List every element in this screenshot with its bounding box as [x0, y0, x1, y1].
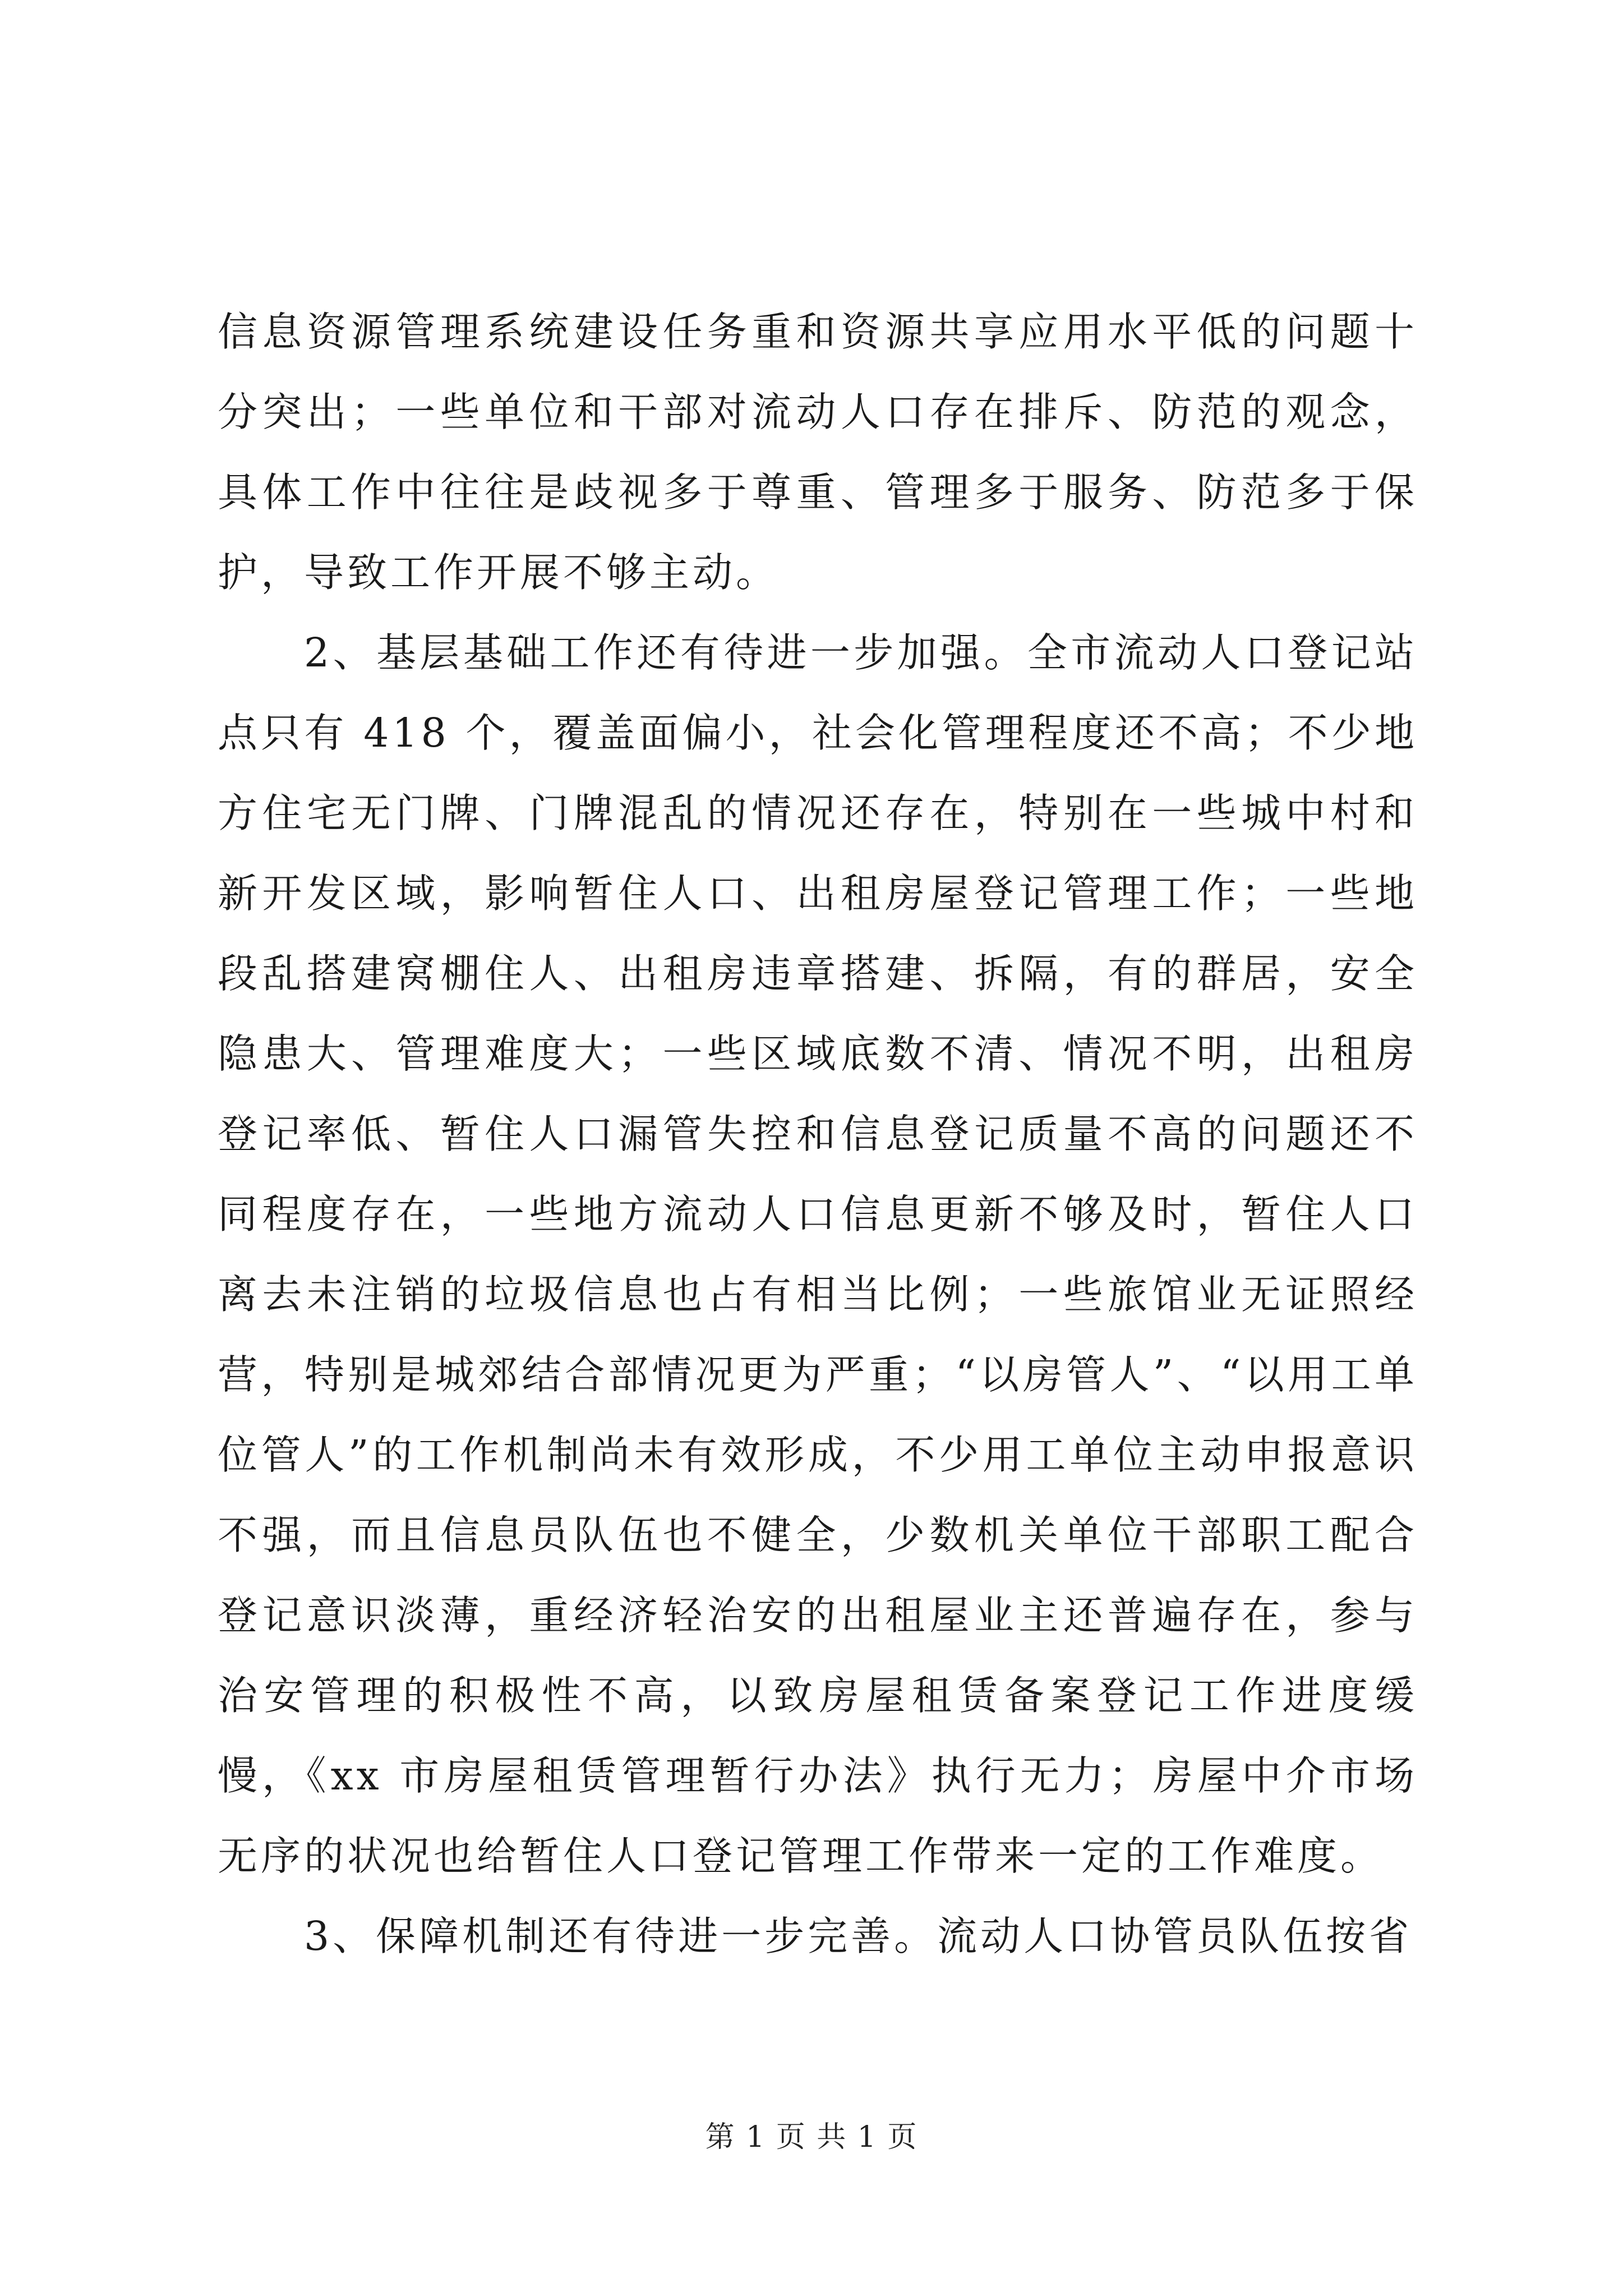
paragraph-guarantee-mechanism: 3、保障机制还有待进一步完善。流动人口协管员队伍按省	[304, 1913, 1413, 1959]
page-footer: 第 1 页 共 1 页	[705, 2120, 918, 2154]
document-body	[218, 292, 1418, 1976]
paragraph-continuation: 信息资源管理系统建设任务重和资源共享应用水平低的问题十分突出；一些单位和干部对流动人口存在排斥、防范的观念，具体工作中往往是歧视多于尊重、管理多于服务、防范多于保护，导致工作开展不够主动。	[218, 309, 1418, 596]
paragraph-grassroots-work: 2、基层基础工作还有待进一步加强。全市流动人口登记站点只有 418 个，覆盖面偏小，社会化管理程度还不高；不少地方住宅无门牌、门牌混乱的情况还存在，特别在一些城中村和新开发区域，影响暂住人口、出租房屋登记管理工作；一些地段乱搭建窝棚住人、出租房违章搭建、拆隔，有的群居，安全隐患大、管理难度大；一些区域底数不清、情况不明，出租房登记率低、暂住人口漏管失控和信息登记质量不高的问题还不同程度存在，一些地方流动人口信息更新不够及时，暂住人口离去未注销的垃圾信息也占有相当比例；一些旅馆业无证照经营，特别是城郊结合部情况更为严重；“以房管人”、“以用工单位管人”的工作机制尚未有效形成，不少用工单位主动申报意识不强，而且信息员队伍也不健全，少数机关单位干部职工配合登记意识淡薄，重经济轻治安的出租屋业主还普遍存在，参与治安管理的积极性不高，以致房屋租赁备案登记工作进度缓慢，《xx 市房屋租赁管理暂行办法》执行无力；房屋中介市场无序的状况也给暂住人口登记管理工作带来一定的工作难度。	[218, 629, 1418, 1879]
